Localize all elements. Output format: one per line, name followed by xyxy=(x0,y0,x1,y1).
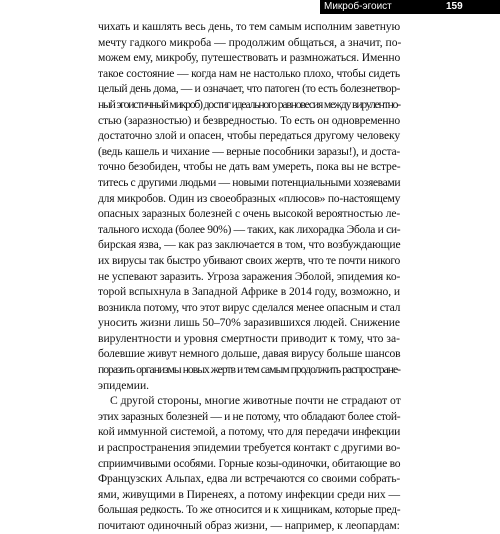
text-line: опасных заразных болезней с очень высокой вероятностью ле- xyxy=(98,207,401,221)
text-line: ный эгоистичный микроб) достиг идеального равновесия между вирулентно- xyxy=(98,97,400,111)
page-number: 159 xyxy=(446,1,463,12)
text-line: поразить организмы новых жертв и тем самым продолжить распростране- xyxy=(98,363,400,377)
body-text xyxy=(98,19,400,534)
text-line: болевшие живут немного дольше, давая вирусу больше шансов xyxy=(98,347,401,361)
text-line: достаточно злой и опасен, чтобы передаться другому человеку xyxy=(98,129,400,143)
text-line: вирулентности и уровня смертности приводит к тому, что за- xyxy=(98,331,400,345)
text-line: точно безобиден, чтобы не дать вам умереть, пока вы не встре- xyxy=(98,160,401,174)
text-line: для микробов. Один из своеобразных «плюсов» по-настоящему xyxy=(98,191,401,205)
paragraph xyxy=(98,393,400,533)
text-line: почитают одиночный образ жизни, — например, к леопардам: xyxy=(98,519,400,532)
text-line: тального исхода (более 90%) — таких, как лихорадка Эбола и си- xyxy=(98,222,401,236)
text-line: и распространения эпидемии требуется контакт с другими во- xyxy=(98,441,401,455)
text-line: возникла потому, что этот вирус сделался менее опасным и стал xyxy=(98,300,401,314)
paragraph xyxy=(98,19,400,393)
text-line: (ведь кашель и чихание — верные пособники заразы!), и доста- xyxy=(98,144,400,158)
text-line: бирская язва, — как раз заключается в том, что возбуждающие xyxy=(98,238,401,252)
text-line: мечту гадкого микроба — продолжим общаться, а значит, по- xyxy=(98,35,402,49)
text-line: эпидемии. xyxy=(98,378,150,392)
text-line: титесь с другими людьми — новыми потенциальными хозяевами xyxy=(98,175,401,189)
text-line: сприимчивыми особями. Горные козы-одиночки, обитающие во xyxy=(98,456,401,470)
text-line: можем ему, микробу, путешествовать и размножаться. Именно xyxy=(98,51,401,65)
text-line: стью (заразностью) и безвредностью. То есть он одновременно xyxy=(98,113,400,127)
text-line: кой иммунной системой, а потому, что для передачи инфекции xyxy=(98,425,401,439)
text-line: торой вспыхнула в Западной Африке в 2014 году, возможно, и xyxy=(98,285,400,299)
text-line: их вирусы так быстро убивают своих жертв, что те почти никого xyxy=(98,253,400,267)
text-line: чихать и кашлять весь день, то тем самым исполним заветную xyxy=(98,20,400,33)
text-line: большая редкость. То же относится и к хищникам, которые пред- xyxy=(98,503,401,517)
text-line: С другой стороны, многие животные почти не страдают от xyxy=(110,394,401,408)
running-title: Микроб-эгоист xyxy=(324,1,392,12)
text-line: целый день дома, — и означает, что патоген (то есть болезнетвор- xyxy=(98,82,400,96)
text-line: этих заразных болезней — и не потому, что обладают более стой- xyxy=(98,409,401,423)
text-line: не успевают заразить. Угроза заражения Эболой, эпидемия ко- xyxy=(98,269,401,283)
text-line: ями, живущими в Пиренеях, а потому инфекции среди них — xyxy=(98,487,400,501)
text-line: такое состояние — когда нам не настолько плохо, чтобы сидеть xyxy=(98,66,400,80)
text-line: Французских Альпах, едва ли встречаются со своими собрать- xyxy=(98,472,401,486)
text-line: уносить жизни лишь 50–70% заразившихся людей. Снижение xyxy=(98,316,400,330)
